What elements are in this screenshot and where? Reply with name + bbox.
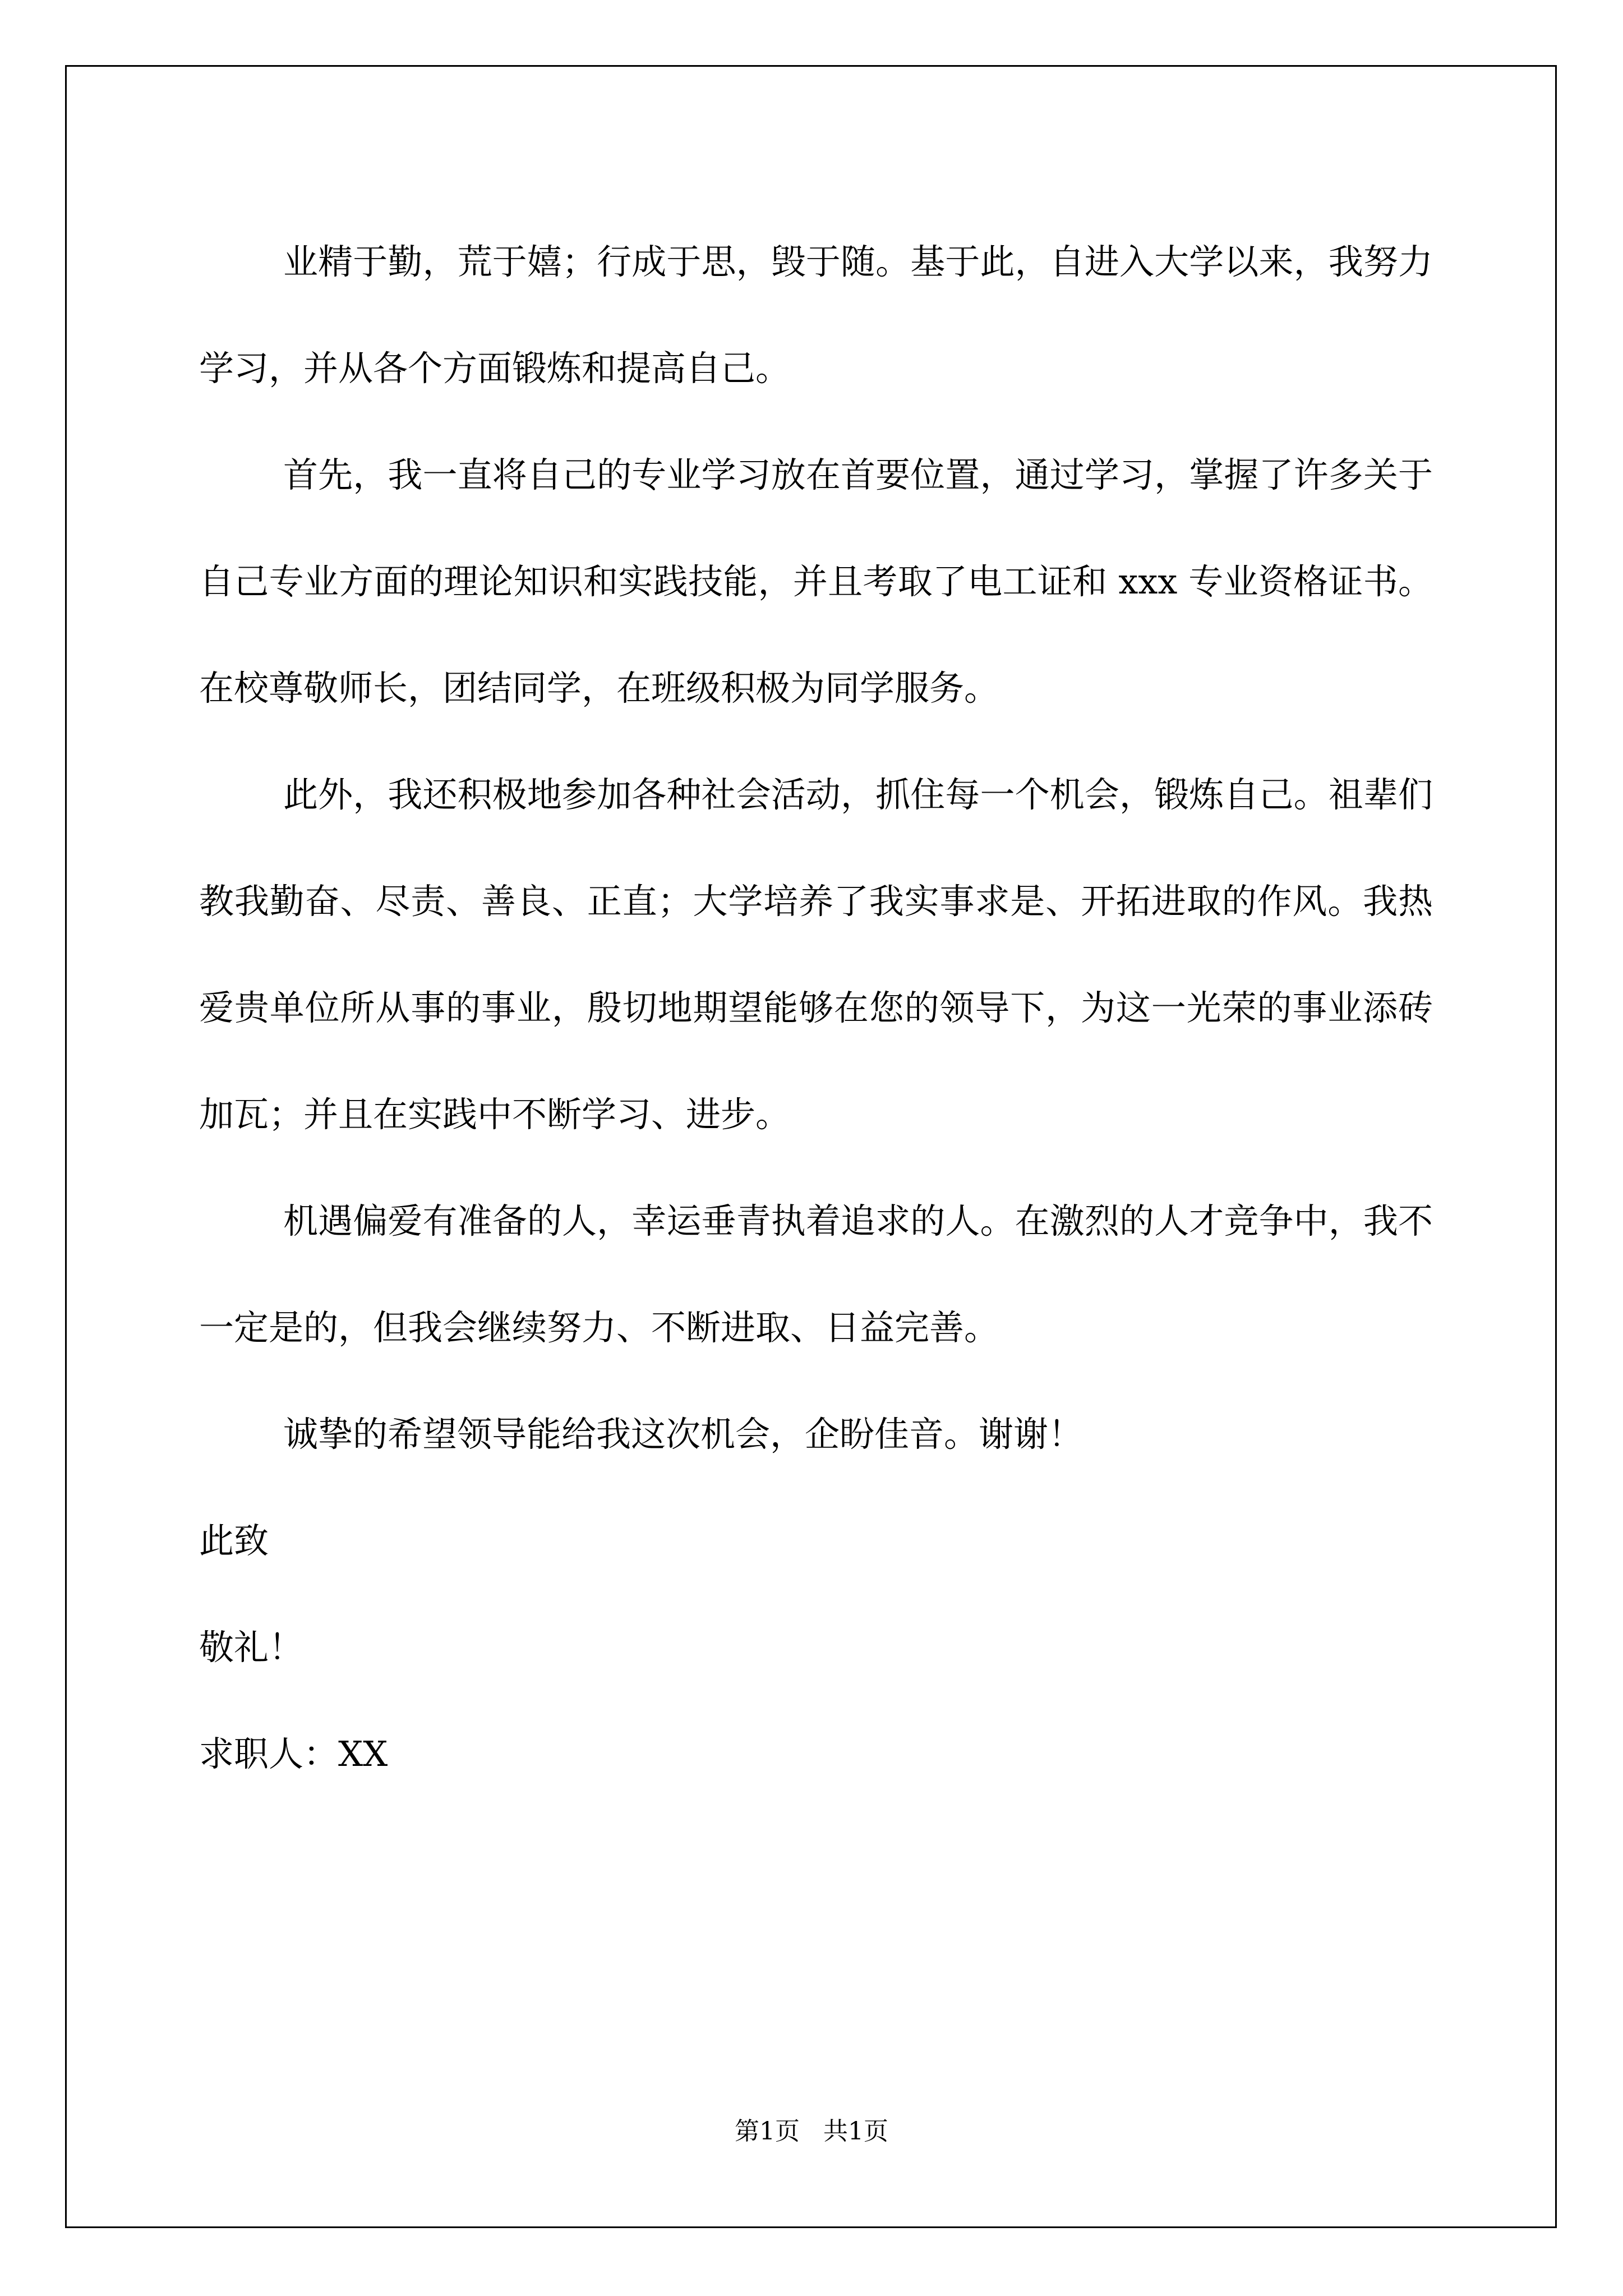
signature: 求职人：XX (199, 1733, 388, 1774)
salutation: 敬礼！ (199, 1627, 304, 1668)
paragraph-4: 机遇偏爱有准备的人，幸运垂青执着追求的人。在激烈的人才竞争中，我不一定是的，但我会继续努力、不断进取、日益完善。 (199, 1200, 1433, 1348)
paragraph-3: 此外，我还积极地参加各种社会活动，抓住每一个机会，锻炼自己。祖辈们教我勤奋、尽责、善良、正直；大学培养了我实事求是、开拓进取的作风。我热爱贵单位所从事的事业，殷切地期望能够在您的领导下，为这一光荣的事业添砖加瓦；并且在实践中不断学习、进步。 (199, 774, 1433, 1135)
footer-spacer (800, 2117, 823, 2146)
paragraph-2: 首先，我一直将自己的专业学习放在首要位置，通过学习，掌握了许多关于自己专业方面的理论知识和实践技能，并且考取了电工证和 xxx 专业资格证书。在校尊敬师长，团结同学，在班级积极为同学服务。 (199, 454, 1433, 708)
letter-body (199, 209, 1433, 1807)
paragraph-5: 诚挚的希望领导能给我这次机会，企盼佳音。谢谢！ (283, 1414, 1083, 1455)
page-footer (0, 2115, 1623, 2148)
page-number: 第1页 (735, 2117, 800, 2146)
page-total: 共1页 (823, 2117, 888, 2146)
paragraph-1: 业精于勤，荒于嬉；行成于思，毁于随。基于此，自进入大学以来，我努力学习，并从各个方面锻炼和提高自己。 (199, 241, 1433, 389)
closing: 此致 (199, 1520, 269, 1561)
